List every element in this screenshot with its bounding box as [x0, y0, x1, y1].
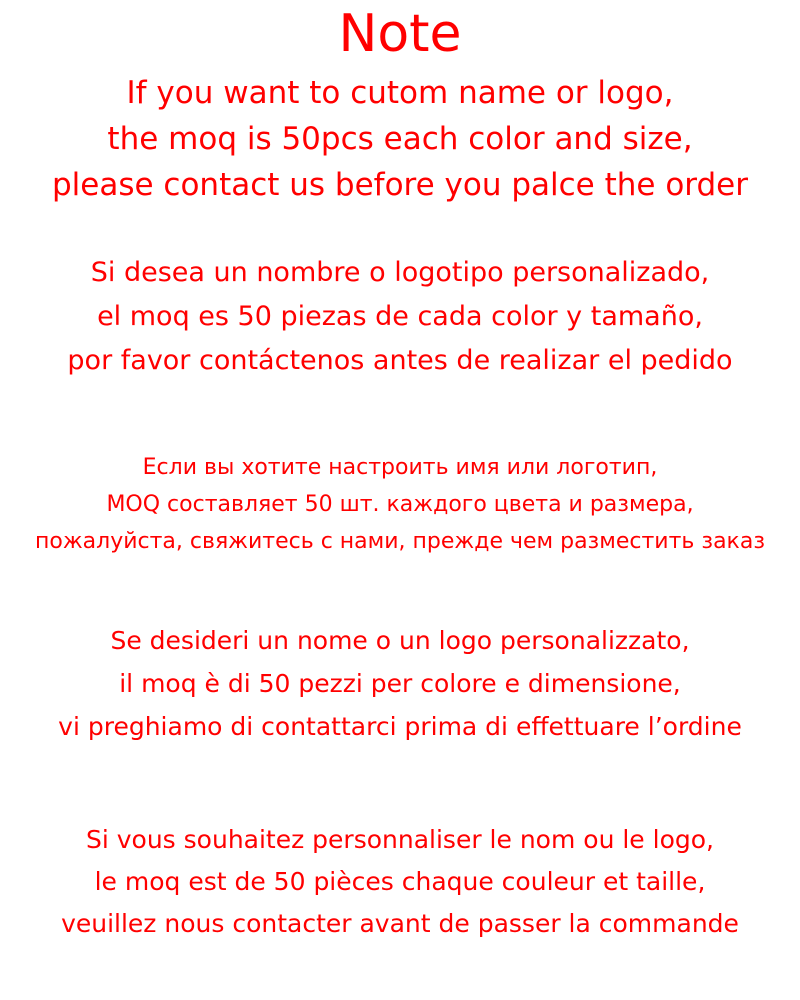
spanish-note-line-2: el moq es 50 piezas de cada color y tamaño, [97, 301, 703, 332]
english-note-line-1: If you want to cutom name or logo, [126, 75, 674, 111]
french-note-line-1: Si vous souhaitez personnaliser le nom ou le logo, [85, 825, 714, 854]
italian-note-line-3: vi preghiamo di contattarci prima di effettuare l’ordine [58, 712, 742, 741]
spanish-note-line-3: por favor contáctenos antes de realizar el pedido [67, 345, 733, 376]
english-note-line-2: the moq is 50pcs each color and size, [107, 121, 693, 157]
russian-note-line-3: пожалуйста, свяжитесь с нами, прежде чем разместить заказ [34, 529, 766, 554]
french-note-line-2: le moq est de 50 pièces chaque couleur et taille, [94, 867, 706, 896]
russian-note-block [0, 449, 800, 560]
spanish-note-line-1: Si desea un nombre o logotipo personalizado, [90, 257, 710, 288]
russian-note-line-1: Если вы хотите настроить имя или логотип, [142, 455, 658, 480]
italian-note-line-1: Se desideri un nome o un logo personalizzato, [110, 626, 690, 655]
english-note-line-3: please contact us before you palce the order [51, 167, 749, 203]
italian-note-line-2: il moq è di 50 pezzi per colore e dimensione, [119, 669, 681, 698]
french-note-block [0, 819, 800, 945]
russian-note-line-2: MOQ составляет 50 шт. каждого цвета и размера, [106, 492, 694, 517]
french-note-line-3: veuillez nous contacter avant de passer la commande [61, 909, 739, 938]
note-title: Note [338, 4, 462, 64]
spanish-note-block [0, 251, 800, 383]
italian-note-block [0, 619, 800, 748]
english-note-block [0, 70, 800, 208]
